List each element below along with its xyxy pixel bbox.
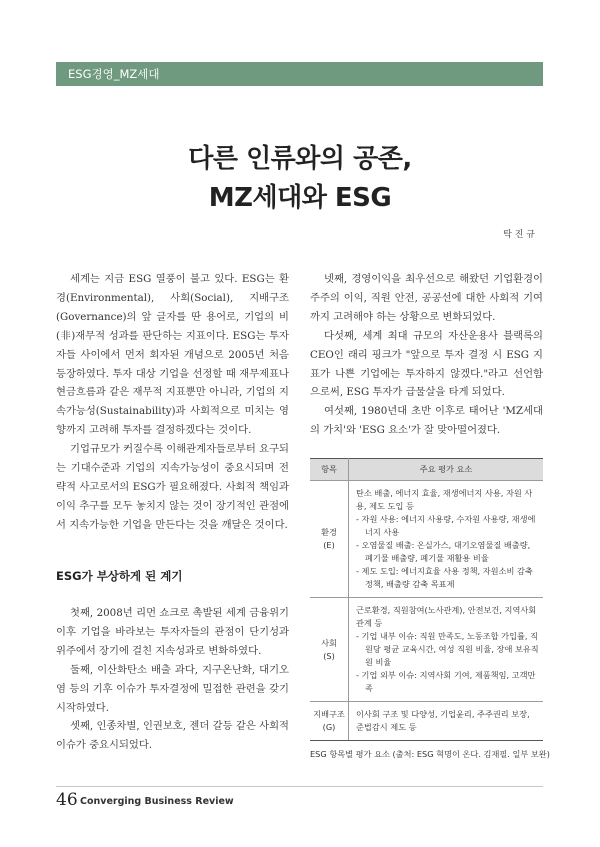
table-header-items: 주요 평가 요소 <box>349 459 544 481</box>
article-title-line1: 다른 인류와의 공존, <box>188 144 412 174</box>
category-name: 사회 <box>321 637 337 648</box>
item-lead: 근로환경, 직원참여(노사관계), 안전보건, 지역사회 관계 등 <box>356 605 537 628</box>
paragraph: 세계는 지금 ESG 열풍이 불고 있다. ESG는 환경(Environmental), 사회(Social), 지배구조(Governance)의 앞 글자를 딴 용어로, 기업의 비(非)재무적 성과를 판단하는 지표이다. ESG는 투자자들 사이에서 먼저 회자된 개념으로 2005년 처음 등장하였다. 투자 대상 기업을 선정할 때 재무제표나 현금흐름과 같은 재무적 지표뿐만 아니라, 기업의 지속가능성(Sustainability)과 사회적으로 미치는 영향까지 고려해 투자를 결정하겠다는 것이다. <box>56 273 289 437</box>
author: 탁 진 규 <box>503 230 535 240</box>
paragraph: 셋째, 인종차별, 인권보호, 젠더 갈등 같은 사회적 이슈가 중요시되었다. <box>56 720 289 752</box>
right-column <box>310 270 543 440</box>
sub-item: - 오염물질 배출: 온실가스, 대기오염물질 배출량, 폐기물 배출량, 폐기물 재활용 비율 <box>356 540 531 563</box>
page-number: 46 <box>56 790 78 810</box>
category-name: 환경 <box>321 527 337 537</box>
table-header-row <box>310 459 543 481</box>
table-caption: ESG 항목별 평가 요소 (출처: ESG 혁명이 온다. 김재필. 일부 보완) <box>310 749 550 759</box>
left-column-intro <box>56 270 289 535</box>
paragraph: 다섯째, 세계 최대 규모의 자산운용사 블랙록의 CEO인 래리 핑크가 "앞으로 투자 결정 시 ESG 지표가 나쁜 기업에는 투자하지 않겠다."라고 선언함으로써, ESG 투자가 급물살을 타게 되었다. <box>310 329 543 399</box>
paragraph: 기업규모가 커질수록 이해관계자들로부터 요구되는 기대수준과 기업의 지속가능성이 중요시되며 전략적 사고로서의 ESG가 필요해졌다. 사회적 책임과 이익 추구를 모두 놓치지 않는 것이 장기적인 관점에서 지속가능한 기업을 만든다는 것을 깨달은 것이다. <box>56 443 289 531</box>
paragraph: 여섯째, 1980년대 초반 이후로 태어난 'MZ세대의 가치'와 'ESG 요소'가 잘 맞아떨어졌다. <box>310 405 543 437</box>
section-tag: ESG경영_MZ세대 <box>56 62 543 86</box>
category-code: (S) <box>323 650 335 661</box>
category-cell <box>310 702 349 741</box>
item-lead: 이사회 구조 및 다양성, 기업윤리, 주주권리 보장, 준법감시 제도 등 <box>356 709 530 732</box>
article-title-line2: MZ세대와 ESG <box>208 183 392 213</box>
left-column-section <box>56 604 289 755</box>
journal-name: Converging Business Review <box>80 796 234 807</box>
category-cell <box>310 481 349 598</box>
sub-item: - 기업 내부 이슈: 직원 만족도, 노동조합 가입률, 직원당 평균 교육시간, 여성 직원 비율, 장애 보유직원 비율 <box>356 631 539 667</box>
paragraph: 첫째, 2008년 리먼 쇼크로 촉발된 세계 금융위기 이후 기업을 바라보는 투자자들의 관점이 단기성과 위주에서 장기에 걸친 지속성과로 변화하였다. <box>56 607 289 657</box>
items-cell <box>349 481 544 598</box>
category-cell <box>310 598 349 702</box>
paragraph: 넷째, 경영이익을 최우선으로 해왔던 기업환경이 주주의 이익, 직원 안전, 공공선에 대한 사회적 기여까지 고려해야 하는 상황으로 변화되었다. <box>310 273 543 323</box>
items-cell <box>349 598 544 702</box>
sub-item: - 자원 사용: 에너지 사용량, 수자원 사용량, 재생에너지 사용 <box>356 514 536 537</box>
footer-divider <box>56 786 543 787</box>
sub-item: - 제도 도입: 에너지효율 사용 정책, 자원소비 감축정책, 배출량 감축 목표제 <box>356 566 533 589</box>
table-row-environment <box>310 481 543 598</box>
category-code: (G) <box>322 722 336 732</box>
paragraph: 둘째, 이산화탄소 배출 과다, 지구온난화, 대기오염 등의 기후 이슈가 투자결정에 밀접한 관련을 갖기 시작하였다. <box>56 663 289 714</box>
table-row-social <box>310 598 543 702</box>
table-header-category: 항목 <box>310 459 349 481</box>
item-lead: 탄소 배출, 에너지 효율, 재생에너지 사용, 자원 사용, 제도 도입 등 <box>356 488 533 511</box>
esg-evaluation-table <box>310 458 543 741</box>
section-heading: ESG가 부상하게 된 계기 <box>56 569 183 583</box>
items-cell <box>349 702 544 741</box>
category-code: (E) <box>323 540 335 550</box>
category-name: 지배구조 <box>313 709 345 719</box>
table-row-governance <box>310 702 543 741</box>
sub-item: - 기업 외부 이슈: 지역사회 기여, 제품책임, 고객만족 <box>356 670 536 693</box>
